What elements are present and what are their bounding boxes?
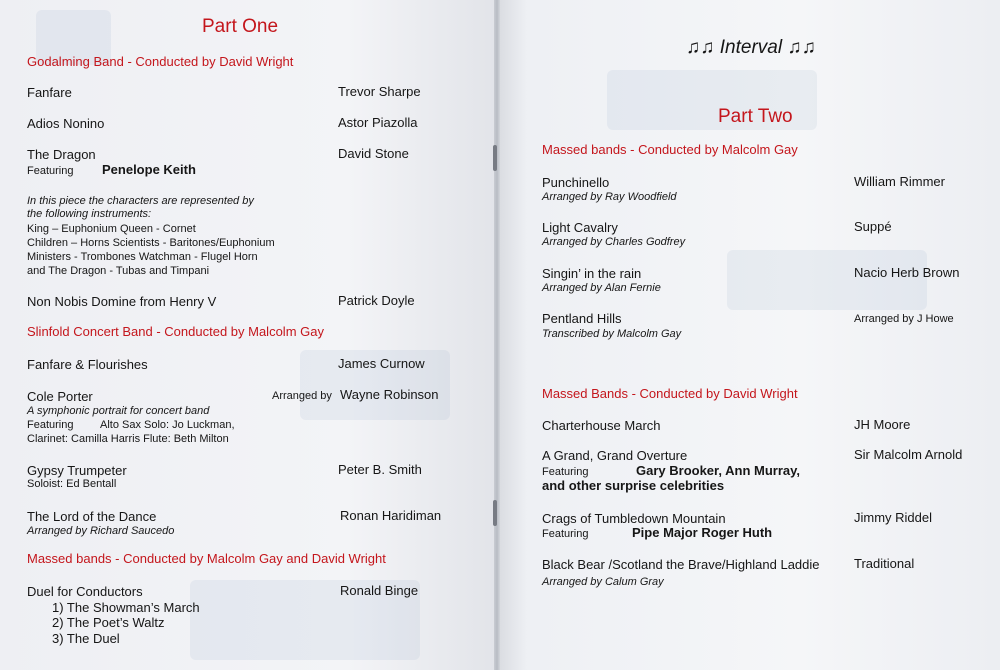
piece-title: Cole Porter	[27, 389, 93, 404]
piece-title: Duel for Conductors	[27, 584, 143, 599]
featured-artist: Pipe Major Roger Huth	[632, 525, 773, 540]
note-line: Ministers - Trombones Watchman - Flugel Horn	[27, 251, 258, 263]
piece-title: Fanfare	[27, 85, 72, 100]
band-heading-godalming: Godalming Band - Conducted by David Wright	[27, 54, 294, 69]
piece-title: Punchinello	[542, 175, 610, 190]
book-gutter	[494, 0, 500, 670]
interval-heading: ♫♫ Interval ♫♫	[686, 37, 816, 58]
piece-title: Adios Nonino	[27, 116, 105, 131]
featured-artist: and other surprise celebrities	[542, 478, 725, 493]
note-line: In this piece the characters are represented by	[27, 195, 254, 207]
staple	[493, 500, 497, 526]
featuring-label: Featuring	[542, 466, 589, 478]
piece-composer: Astor Piazolla	[338, 115, 418, 130]
piece-composer: Jimmy Riddel	[854, 510, 933, 525]
piece-title: Gypsy Trumpeter	[27, 463, 127, 478]
featuring-label: Featuring	[27, 165, 74, 177]
piece-title: The Lord of the Dance	[27, 509, 157, 524]
piece-title: Black Bear /Scotland the Brave/Highland Laddie	[542, 557, 820, 572]
right-page	[497, 0, 1000, 670]
piece-composer: Ronan Haridiman	[340, 508, 442, 523]
piece-composer: Arranged by J Howe	[854, 313, 954, 325]
piece-title: Pentland Hills	[542, 311, 622, 326]
band-heading-massed: Massed bands - Conducted by Malcolm Gay and David Wright	[27, 551, 386, 566]
piece-composer: James Curnow	[338, 356, 425, 371]
featured-artist: Gary Brooker, Ann Murray,	[636, 463, 800, 478]
arranger: Arranged by Calum Gray	[542, 576, 664, 588]
piece-composer: David Stone	[338, 146, 409, 161]
featured-artist: Alto Sax Solo: Jo Luckman,	[100, 419, 235, 431]
arranged-label: Arranged by	[272, 390, 332, 402]
note-line: Children – Horns Scientists - Baritones/Euphonium	[27, 237, 275, 249]
movement: 3) The Duel	[52, 631, 120, 646]
piece-composer: William Rimmer	[854, 174, 945, 189]
arranger: Arranged by Richard Saucedo	[27, 525, 175, 537]
piece-composer: Ronald Binge	[340, 583, 419, 598]
featuring-label: Featuring	[27, 419, 74, 431]
featuring-label: Featuring	[542, 528, 589, 540]
staple	[493, 145, 497, 171]
piece-title: Charterhouse March	[542, 418, 661, 433]
piece-composer: Patrick Doyle	[338, 293, 415, 308]
piece-composer: JH Moore	[854, 417, 911, 432]
movement: 1) The Showman’s March	[52, 600, 200, 615]
arranger: Transcribed by Malcolm Gay	[542, 328, 682, 340]
piece-title: Fanfare & Flourishes	[27, 357, 148, 372]
featured-artist: Clarinet: Camilla Harris Flute: Beth Milton	[27, 433, 229, 445]
piece-composer: Nacio Herb Brown	[854, 265, 960, 280]
part-one-heading: Part One	[202, 16, 279, 37]
band-heading-slinfold: Slinfold Concert Band - Conducted by Malcolm Gay	[27, 324, 324, 339]
piece-composer: Sir Malcolm Arnold	[854, 447, 963, 462]
part-two-heading: Part Two	[718, 106, 793, 127]
featured-artist: Penelope Keith	[102, 162, 196, 177]
piece-title: A Grand, Grand Overture	[542, 448, 688, 463]
left-page	[0, 0, 497, 670]
piece-title: Singin’ in the rain	[542, 266, 642, 281]
piece-subtitle: A symphonic portrait for concert band	[27, 405, 210, 417]
band-heading-massed-wright: Massed Bands - Conducted by David Wright	[542, 386, 798, 401]
arranger: Arranged by Ray Woodfield	[542, 191, 677, 203]
arranger: Arranged by Charles Godfrey	[542, 236, 686, 248]
piece-title: Non Nobis Domine from Henry V	[27, 294, 217, 309]
piece-composer: Traditional	[854, 556, 915, 571]
piece-composer: Peter B. Smith	[338, 462, 422, 477]
note-line: and The Dragon - Tubas and Timpani	[27, 265, 210, 277]
piece-composer: Wayne Robinson	[340, 387, 439, 402]
band-heading-massed-gay: Massed bands - Conducted by Malcolm Gay	[542, 142, 798, 157]
soloist: Soloist: Ed Bentall	[27, 478, 117, 490]
note-line: the following instruments:	[27, 208, 152, 220]
piece-title: Light Cavalry	[542, 220, 618, 235]
movement: 2) The Poet’s Waltz	[52, 615, 165, 630]
note-line: King – Euphonium Queen - Cornet	[27, 223, 196, 235]
piece-title: The Dragon	[27, 147, 96, 162]
piece-title: Crags of Tumbledown Mountain	[542, 511, 726, 526]
piece-composer: Suppé	[854, 219, 892, 234]
piece-composer: Trevor Sharpe	[338, 84, 421, 99]
arranger: Arranged by Alan Fernie	[542, 282, 661, 294]
